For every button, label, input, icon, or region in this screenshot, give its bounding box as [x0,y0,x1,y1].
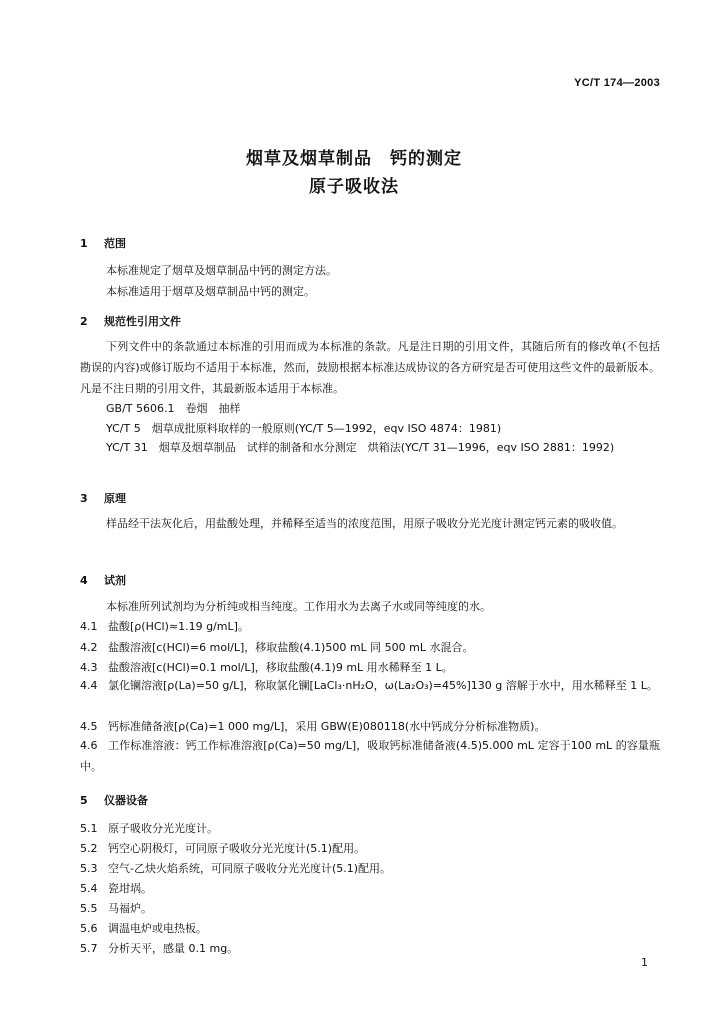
section-number: 1 [80,237,88,250]
paragraph: 本标准规定了烟草及烟草制品中钙的测定方法。 [106,264,337,277]
item-number: 4.1 [80,620,98,633]
section-title: 规范性引用文件 [104,315,181,328]
reference-item: GB/T 5606.1 卷烟 抽样 [106,402,241,415]
item-number: 4.3 [80,661,98,674]
list-item [80,675,660,696]
item-text: 瓷坩埚。 [108,882,152,895]
section-title: 范围 [104,237,126,250]
section-number: 5 [80,794,88,807]
item-text: 钙标准储备液[ρ(Ca)=1 000 mg/L]，采用 GBW(E)080118(水中钙成分分析标准物质)。 [108,720,546,733]
section-heading-scope [80,235,126,251]
section-title: 试剂 [104,574,126,587]
list-item [80,939,238,958]
item-number: 5.6 [80,922,98,935]
list-item [80,617,249,636]
item-text: 盐酸溶液[c(HCl)=6 mol/L]，移取盐酸(4.1)500 mL 同 500 mL 水混合。 [108,641,474,654]
item-number: 4.5 [80,720,98,733]
item-text: 分析天平，感量 0.1 mg。 [108,942,239,955]
section-title: 仪器设备 [104,794,148,807]
item-number: 4.2 [80,641,98,654]
standard-code: YC/T 174—2003 [574,77,660,89]
item-text: 盐酸[ρ(HCl)≈1.19 g/mL]。 [108,620,249,633]
reference-item: YC/T 31 烟草及烟草制品 试样的制备和水分测定 烘箱法(YC/T 31—1996，eqv ISO 2881：1992) [106,441,615,454]
document-subtitle: 原子吸收法 [309,177,399,197]
list-item [80,638,474,657]
item-number: 5.4 [80,882,98,895]
item-number: 5.2 [80,842,98,855]
item-text: 钙空心阴极灯，可同原子吸收分光光度计(5.1)配用。 [108,842,366,855]
list-item [80,819,218,838]
item-text: 空气-乙炔火焰系统，可同原子吸收分光光度计(5.1)配用。 [108,862,392,875]
section-number: 4 [80,574,88,587]
list-item [80,735,660,777]
item-number: 4.6 [80,739,98,752]
item-text: 工作标准溶液：钙工作标准溶液[ρ(Ca)=50 mg/L]，吸取钙标准储备液(4.5)5.000 mL 定容于100 mL 的容量瓶中。 [80,739,660,773]
document-title: 烟草及烟草制品 钙的测定 [246,149,462,169]
item-number: 5.3 [80,862,98,875]
item-number: 5.7 [80,942,98,955]
paragraph: 本标准所列试剂均为分析纯或相当纯度。工作用水为去离子水或同等纯度的水。 [106,600,491,613]
section-number: 2 [80,315,88,328]
item-text: 调温电炉或电热板。 [108,922,207,935]
paragraph: 本标准适用于烟草及烟草制品中钙的测定。 [106,285,315,298]
section-number: 3 [80,492,88,505]
reference-item: YC/T 5 烟草成批原料取样的一般原则(YC/T 5—1992，eqv ISO 4874：1981) [106,422,502,435]
list-item [80,859,391,878]
item-text: 原子吸收分光光度计。 [108,822,218,835]
list-item [80,879,152,898]
paragraph: 下列文件中的条款通过本标准的引用而成为本标准的条款。凡是注日期的引用文件，其随后所有的修改单(不包括勘误的内容)或修订版均不适用于本标准，然而，鼓励根据本标准达成协议的各方研究是否可使用这些文件的最新版本。凡是不注日期的引用文件，其最新版本适用于本标准。 [80,340,660,395]
item-text: 马福炉。 [108,902,152,915]
list-item [80,919,207,938]
list-item [80,899,152,918]
item-text: 盐酸溶液[c(HCl)=0.1 mol/L]，移取盐酸(4.1)9 mL 用水稀释至 1 L。 [108,661,453,674]
item-text: 氯化镧溶液[ρ(La)=50 g/L]，称取氯化镧[LaCl₃·nH₂O，ω(La₂O₃)=45%]130 g 溶解于水中，用水稀释至 1 L。 [108,679,658,692]
page-number: 1 [641,956,648,969]
list-item [80,717,545,736]
section-heading-normative-references [80,313,181,329]
item-number: 4.4 [80,679,98,692]
item-number: 5.5 [80,902,98,915]
section-heading-apparatus [80,792,148,808]
paragraph: 样品经干法灰化后，用盐酸处理，并稀释至适当的浓度范围，用原子吸收分光光度计测定钙元素的吸收值。 [106,517,623,530]
section-heading-principle [80,490,126,506]
section-heading-reagents [80,572,126,588]
item-number: 5.1 [80,822,98,835]
list-item [80,839,365,858]
section-title: 原理 [104,492,126,505]
